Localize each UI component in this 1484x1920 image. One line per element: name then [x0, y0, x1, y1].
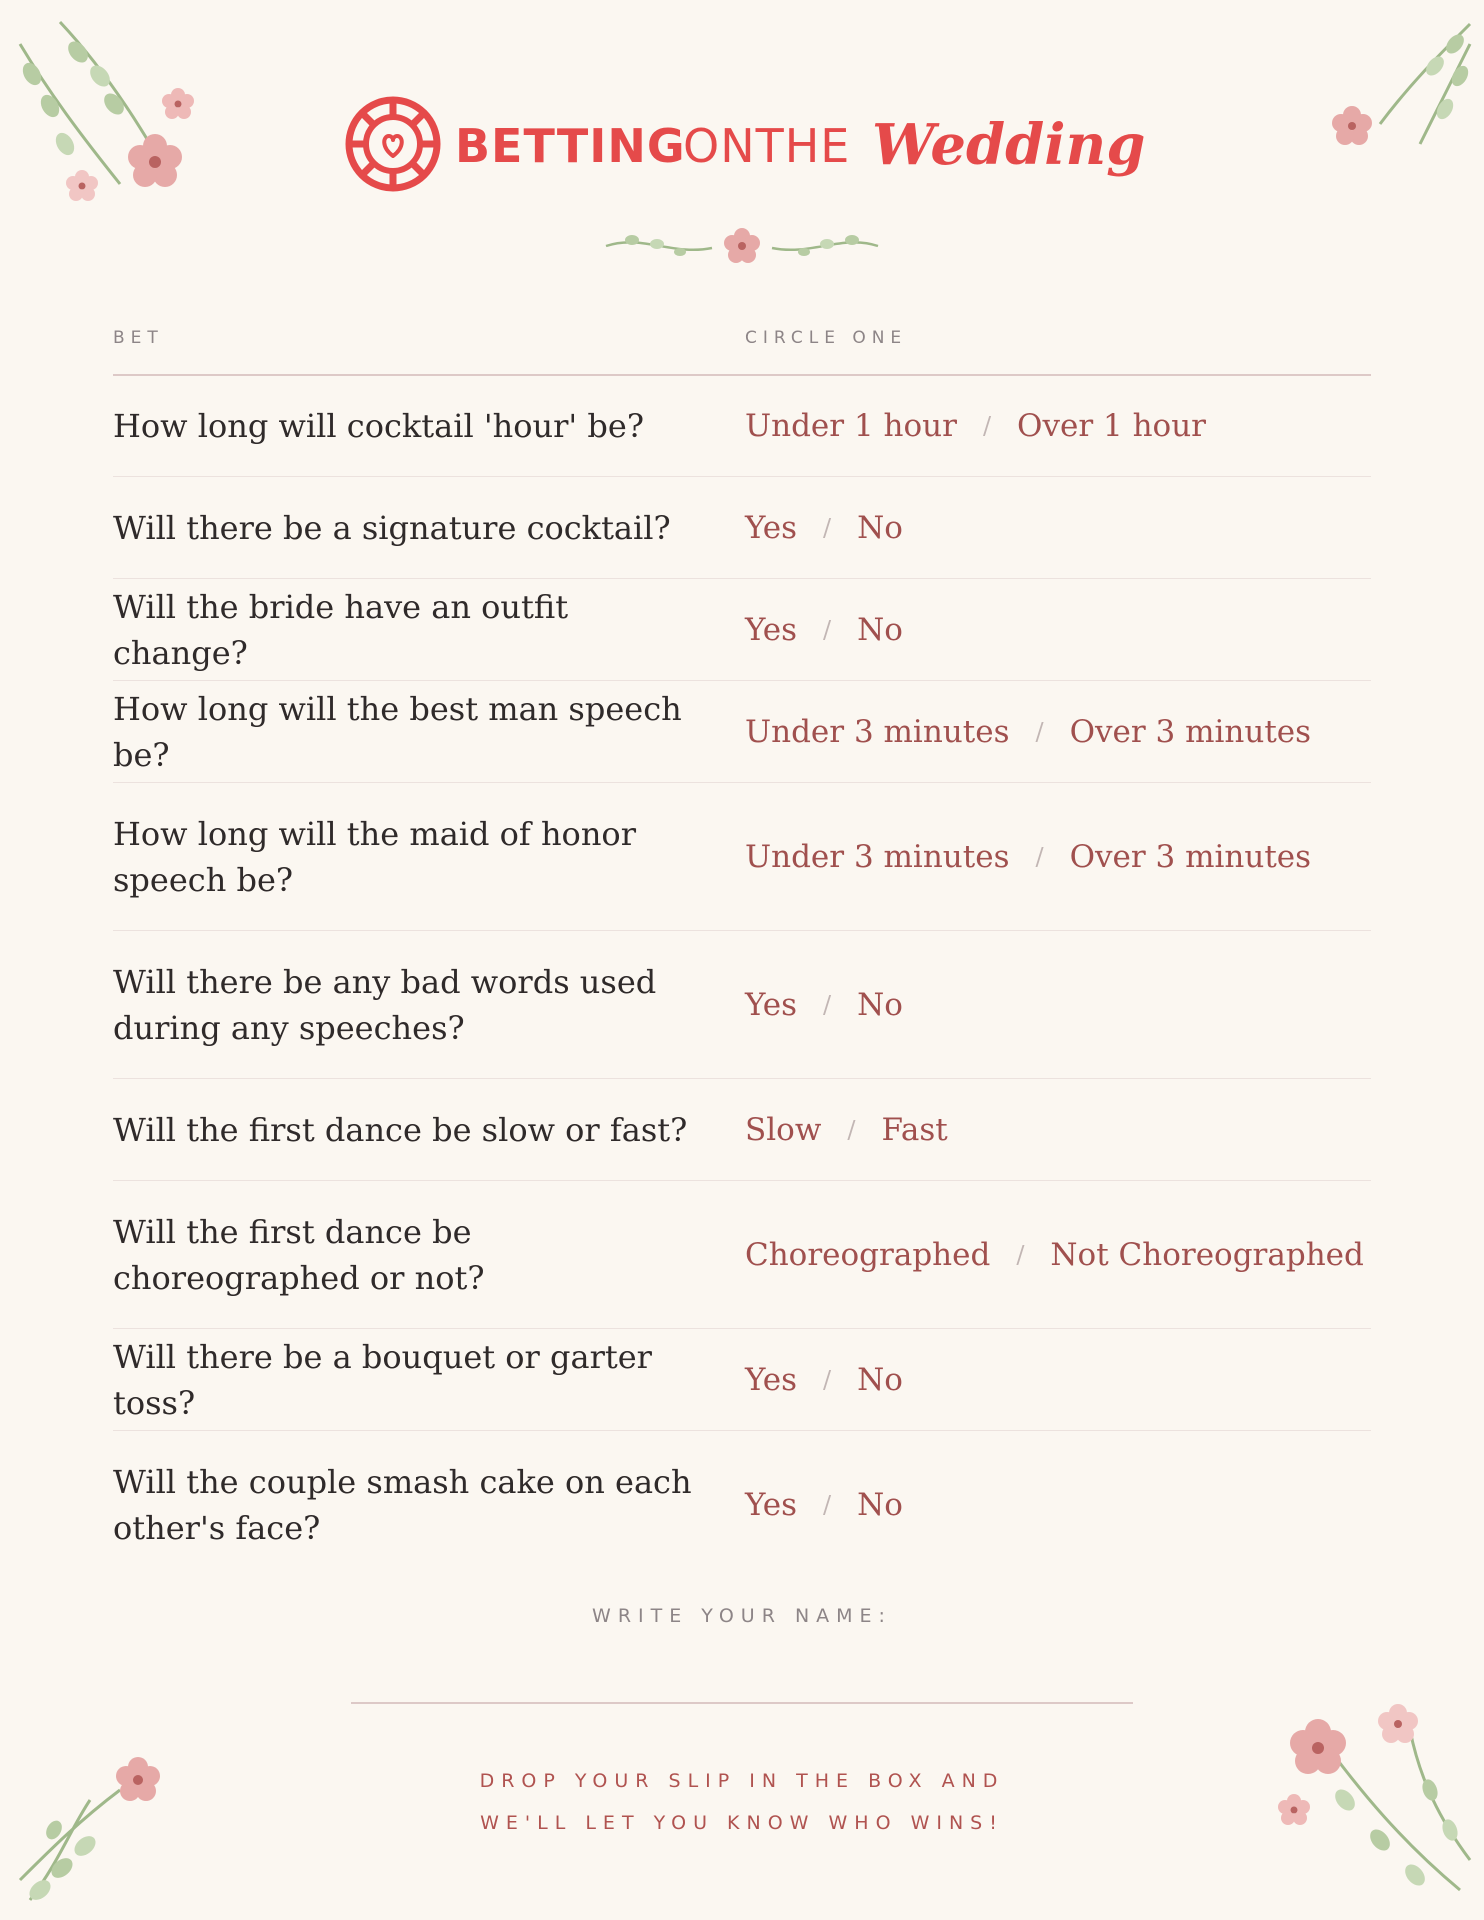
- option-separator: /: [823, 990, 832, 1019]
- option-a[interactable]: Under 1 hour: [745, 408, 957, 444]
- bet-options: [745, 1237, 1364, 1273]
- option-separator: /: [823, 615, 832, 644]
- column-header-circle-one: CIRCLE ONE: [745, 328, 908, 348]
- bet-options: [745, 987, 903, 1023]
- table-row: [113, 376, 1371, 477]
- option-separator: /: [823, 513, 832, 542]
- bet-question: Will there be any bad words used during any speeches?: [113, 962, 657, 1047]
- option-a[interactable]: Yes: [745, 986, 798, 1023]
- option-separator: /: [1016, 1240, 1025, 1269]
- brand-word-wedding: Wedding: [872, 112, 1146, 178]
- option-a[interactable]: Under 3 minutes: [745, 713, 1010, 750]
- option-b[interactable]: No: [857, 611, 903, 648]
- footer-line-1: DROP YOUR SLIP IN THE BOX AND: [479, 1770, 1005, 1792]
- option-b[interactable]: Not Choreographed: [1050, 1236, 1364, 1273]
- brand-word-betting: BETTING: [455, 119, 686, 173]
- table-row: [113, 1181, 1371, 1329]
- bet-question: Will the bride have an outfit change?: [113, 587, 569, 672]
- option-b[interactable]: Over 1 hour: [1017, 408, 1206, 444]
- bet-question: How long will cocktail 'hour' be?: [113, 407, 644, 445]
- table-row: [113, 477, 1371, 579]
- option-b[interactable]: Over 3 minutes: [1069, 838, 1312, 875]
- option-separator: /: [847, 1115, 856, 1144]
- bet-options: [745, 1487, 903, 1523]
- table-row: [113, 1079, 1371, 1181]
- table-row: [113, 783, 1371, 931]
- bet-options: [745, 839, 1311, 875]
- bet-question: Will the first dance be choreographed or not?: [113, 1212, 485, 1297]
- bet-question: Will there be a bouquet or garter toss?: [113, 1337, 652, 1422]
- bet-options: [745, 612, 903, 648]
- option-b[interactable]: No: [857, 986, 903, 1023]
- table-row: [113, 681, 1371, 783]
- option-a[interactable]: Slow: [745, 1111, 822, 1148]
- table-row: [113, 579, 1371, 681]
- option-b[interactable]: No: [857, 509, 903, 546]
- bet-options: [745, 1362, 903, 1398]
- bet-options: [745, 714, 1311, 750]
- option-b[interactable]: Fast: [881, 1111, 948, 1148]
- brand-word-onthe: ONTHE: [683, 119, 851, 173]
- bet-question: How long will the maid of honor speech be?: [113, 814, 636, 899]
- bets-table: [113, 310, 1371, 1578]
- table-header: [113, 310, 1371, 376]
- option-a[interactable]: Yes: [745, 1486, 798, 1523]
- option-b[interactable]: No: [857, 1486, 903, 1523]
- footer-line-2: WE'LL LET YOU KNOW WHO WINS!: [480, 1812, 1004, 1834]
- column-header-bet: BET: [113, 328, 164, 348]
- bet-question: Will there be a signature cocktail?: [113, 508, 671, 547]
- option-separator: /: [823, 1490, 832, 1519]
- option-separator: /: [823, 1365, 832, 1394]
- bet-question: How long will the best man speech be?: [113, 689, 682, 774]
- name-write-line[interactable]: [351, 1702, 1133, 1704]
- bet-question: Will the first dance be slow or fast?: [113, 1110, 688, 1149]
- option-separator: /: [1035, 842, 1044, 871]
- bet-options: [745, 510, 903, 546]
- option-separator: /: [982, 412, 992, 440]
- vine-divider-icon: [602, 226, 882, 270]
- write-name-label: WRITE YOUR NAME:: [592, 1605, 892, 1627]
- bet-options: [745, 1112, 948, 1148]
- table-row: [113, 1329, 1371, 1431]
- header: [0, 92, 1484, 232]
- table-row: [113, 931, 1371, 1079]
- table-row: [113, 1431, 1371, 1578]
- bet-question: Will the couple smash cake on each other's face?: [113, 1462, 692, 1547]
- poker-chip-heart-icon: [345, 96, 441, 192]
- footer-instructions: [0, 1760, 1484, 1844]
- option-b[interactable]: No: [857, 1361, 903, 1398]
- bet-options: [745, 408, 1206, 444]
- option-b[interactable]: Over 3 minutes: [1069, 713, 1312, 750]
- option-a[interactable]: Yes: [745, 611, 798, 648]
- option-a[interactable]: Choreographed: [745, 1236, 991, 1273]
- option-a[interactable]: Yes: [745, 1361, 798, 1398]
- option-separator: /: [1035, 717, 1044, 746]
- option-a[interactable]: Yes: [745, 509, 798, 546]
- option-a[interactable]: Under 3 minutes: [745, 838, 1010, 875]
